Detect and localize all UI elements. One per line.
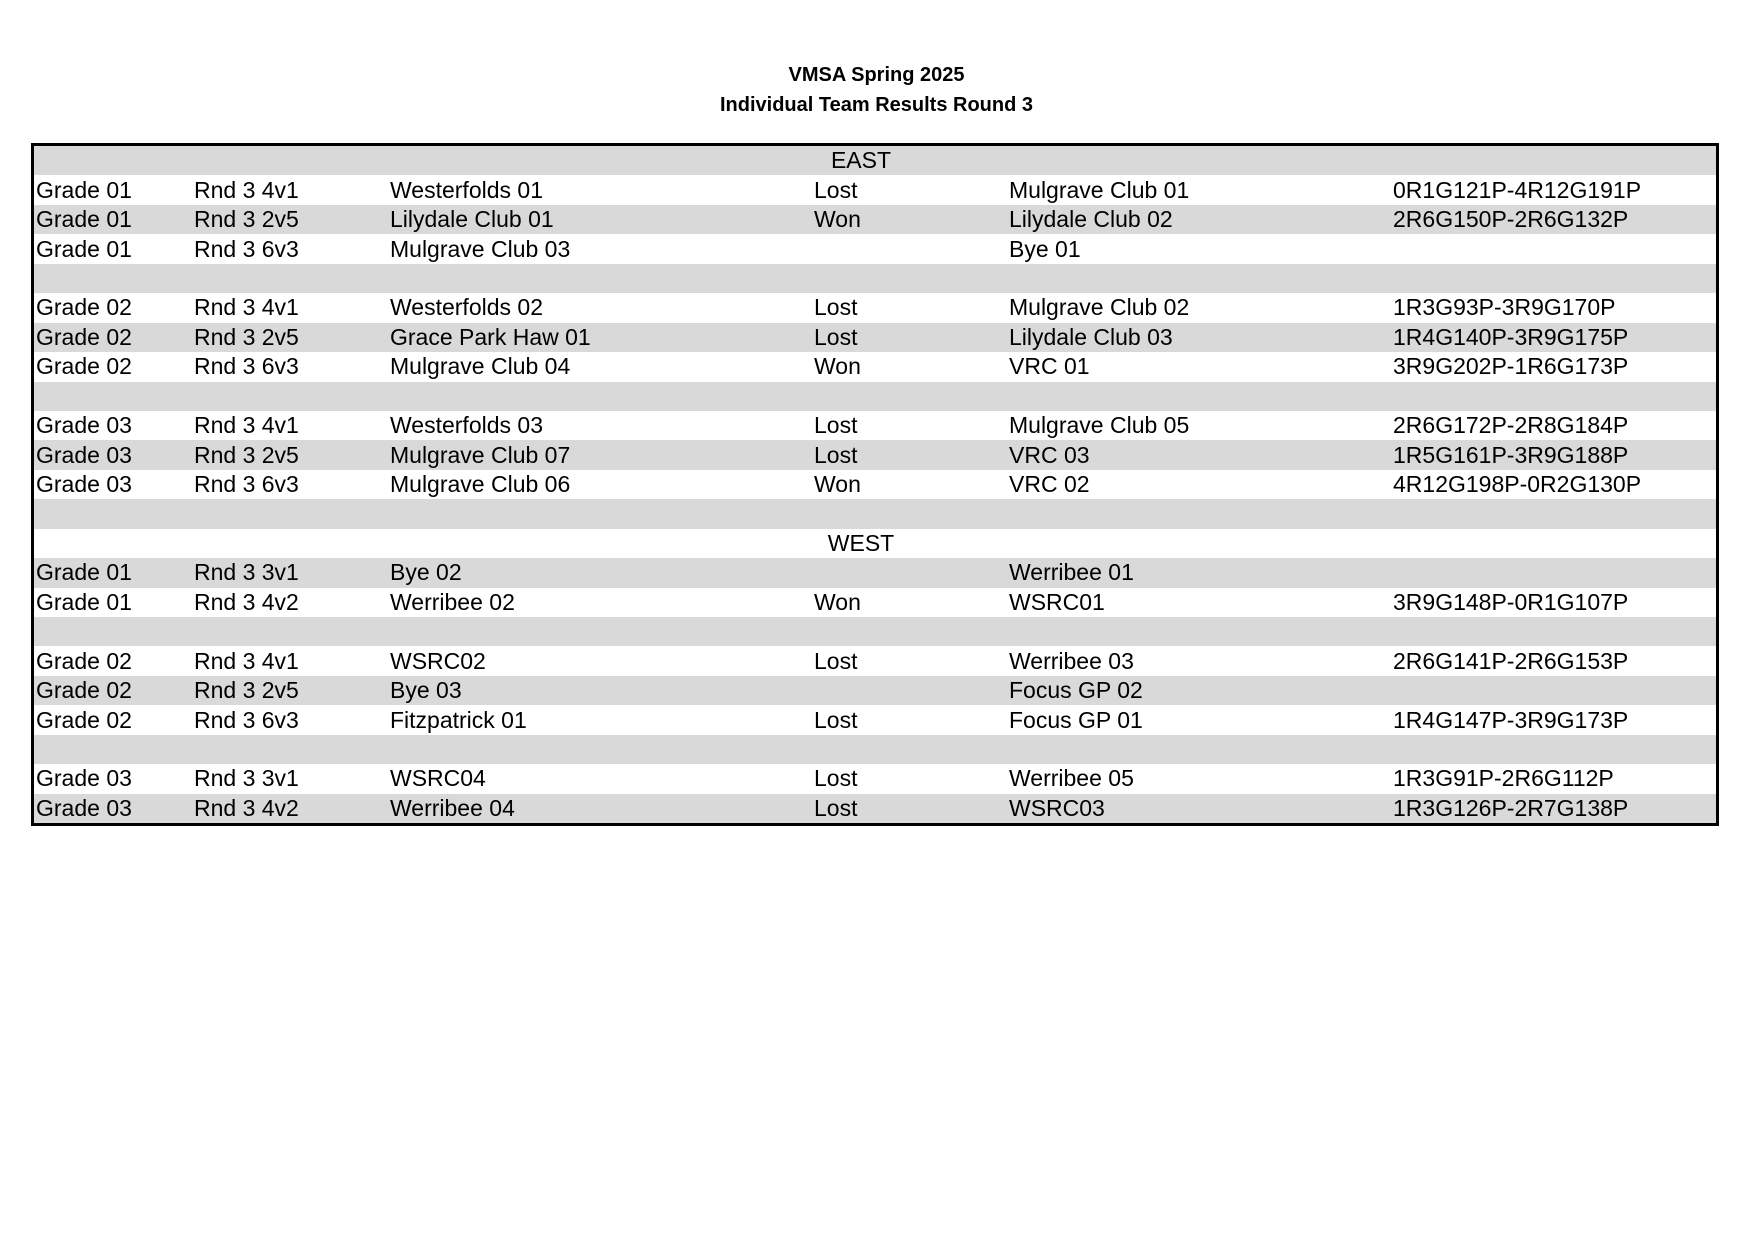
round-cell: Rnd 3 2v5 [194, 441, 299, 468]
spacer-row [34, 617, 1716, 646]
result-cell: Lost [814, 765, 858, 792]
round-cell: Rnd 3 6v3 [194, 706, 299, 733]
away-team-cell: Werribee 01 [1009, 559, 1134, 586]
grade-cell: Grade 03 [36, 412, 132, 439]
table-row [34, 646, 1716, 675]
results-table [31, 143, 1719, 826]
table-row [34, 323, 1716, 352]
result-cell: Lost [814, 176, 858, 203]
away-team-cell: WSRC01 [1009, 588, 1105, 615]
away-team-cell: Werribee 05 [1009, 765, 1134, 792]
result-cell: Lost [814, 647, 858, 674]
score-cell: 1R4G147P-3R9G173P [1393, 706, 1629, 733]
grade-cell: Grade 01 [36, 559, 132, 586]
region-label: EAST [830, 147, 892, 174]
home-team-cell: Mulgrave Club 07 [390, 441, 571, 468]
round-cell: Rnd 3 6v3 [194, 353, 299, 380]
round-cell: Rnd 3 2v5 [194, 206, 299, 233]
away-team-cell: Focus GP 01 [1009, 706, 1143, 733]
result-cell: Won [814, 471, 861, 498]
grade-cell: Grade 01 [36, 235, 132, 262]
table-row [34, 352, 1716, 381]
document-title [0, 60, 1753, 120]
result-cell: Lost [814, 412, 858, 439]
grade-cell: Grade 03 [36, 765, 132, 792]
away-team-cell: Mulgrave Club 05 [1009, 412, 1190, 439]
score-cell: 2R6G141P-2R6G153P [1393, 647, 1629, 674]
home-team-cell: Westerfolds 03 [390, 412, 543, 439]
score-cell: 2R6G172P-2R8G184P [1393, 412, 1629, 439]
spacer-row [34, 264, 1716, 293]
home-team-cell: Grace Park Haw 01 [390, 323, 591, 350]
home-team-cell: Mulgrave Club 04 [390, 353, 571, 380]
round-cell: Rnd 3 4v1 [194, 176, 299, 203]
home-team-cell: Lilydale Club 01 [390, 206, 554, 233]
score-cell: 3R9G202P-1R6G173P [1393, 353, 1629, 380]
round-cell: Rnd 3 4v1 [194, 294, 299, 321]
score-cell: 1R5G161P-3R9G188P [1393, 441, 1629, 468]
grade-cell: Grade 02 [36, 706, 132, 733]
grade-cell: Grade 02 [36, 323, 132, 350]
table-row [34, 440, 1716, 469]
grade-cell: Grade 02 [36, 294, 132, 321]
round-cell: Rnd 3 2v5 [194, 323, 299, 350]
away-team-cell: Werribee 03 [1009, 647, 1134, 674]
home-team-cell: Mulgrave Club 03 [390, 235, 571, 262]
region-header [34, 529, 1716, 558]
round-cell: Rnd 3 3v1 [194, 559, 299, 586]
region-header [34, 146, 1716, 175]
score-cell: 1R4G140P-3R9G175P [1393, 323, 1629, 350]
table-row [34, 205, 1716, 234]
away-team-cell: VRC 03 [1009, 441, 1090, 468]
home-team-cell: Werribee 02 [390, 588, 515, 615]
grade-cell: Grade 02 [36, 647, 132, 674]
table-row [34, 558, 1716, 587]
grade-cell: Grade 03 [36, 441, 132, 468]
table-row [34, 794, 1716, 823]
table-row [34, 175, 1716, 204]
away-team-cell: VRC 02 [1009, 471, 1090, 498]
home-team-cell: WSRC02 [390, 647, 486, 674]
table-row [34, 234, 1716, 263]
grade-cell: Grade 01 [36, 206, 132, 233]
table-row [34, 705, 1716, 734]
score-cell: 1R3G93P-3R9G170P [1393, 294, 1616, 321]
home-team-cell: Werribee 04 [390, 794, 515, 821]
round-cell: Rnd 3 6v3 [194, 235, 299, 262]
grade-cell: Grade 01 [36, 588, 132, 615]
table-row [34, 293, 1716, 322]
away-team-cell: VRC 01 [1009, 353, 1090, 380]
table-row [34, 470, 1716, 499]
result-cell: Won [814, 353, 861, 380]
region-label: WEST [827, 529, 895, 556]
table-row [34, 411, 1716, 440]
away-team-cell: WSRC03 [1009, 794, 1105, 821]
score-cell: 4R12G198P-0R2G130P [1393, 471, 1642, 498]
result-cell: Lost [814, 441, 858, 468]
spacer-row [34, 499, 1716, 528]
spacer-row [34, 382, 1716, 411]
score-cell: 3R9G148P-0R1G107P [1393, 588, 1629, 615]
result-cell: Lost [814, 706, 858, 733]
result-cell: Lost [814, 323, 858, 350]
score-cell: 0R1G121P-4R12G191P [1393, 176, 1642, 203]
score-cell: 1R3G91P-2R6G112P [1393, 765, 1614, 792]
table-row [34, 764, 1716, 793]
grade-cell: Grade 01 [36, 176, 132, 203]
result-cell: Won [814, 206, 861, 233]
away-team-cell: Mulgrave Club 02 [1009, 294, 1190, 321]
grade-cell: Grade 03 [36, 471, 132, 498]
grade-cell: Grade 03 [36, 794, 132, 821]
round-cell: Rnd 3 4v2 [194, 794, 299, 821]
away-team-cell: Mulgrave Club 01 [1009, 176, 1190, 203]
spacer-row [34, 735, 1716, 764]
grade-cell: Grade 02 [36, 353, 132, 380]
round-cell: Rnd 3 2v5 [194, 677, 299, 704]
home-team-cell: Bye 02 [390, 559, 462, 586]
score-cell: 1R3G126P-2R7G138P [1393, 794, 1629, 821]
home-team-cell: Westerfolds 02 [390, 294, 543, 321]
result-cell: Lost [814, 794, 858, 821]
title-line-1: VMSA Spring 2025 [788, 64, 965, 86]
home-team-cell: WSRC04 [390, 765, 486, 792]
round-cell: Rnd 3 4v2 [194, 588, 299, 615]
round-cell: Rnd 3 6v3 [194, 471, 299, 498]
round-cell: Rnd 3 4v1 [194, 412, 299, 439]
result-cell: Lost [814, 294, 858, 321]
home-team-cell: Fitzpatrick 01 [390, 706, 527, 733]
away-team-cell: Bye 01 [1009, 235, 1081, 262]
score-cell: 2R6G150P-2R6G132P [1393, 206, 1629, 233]
round-cell: Rnd 3 3v1 [194, 765, 299, 792]
result-cell: Won [814, 588, 861, 615]
away-team-cell: Lilydale Club 03 [1009, 323, 1173, 350]
home-team-cell: Mulgrave Club 06 [390, 471, 571, 498]
title-line-2: Individual Team Results Round 3 [719, 94, 1033, 116]
table-row [34, 588, 1716, 617]
away-team-cell: Focus GP 02 [1009, 677, 1143, 704]
table-row [34, 676, 1716, 705]
home-team-cell: Bye 03 [390, 677, 462, 704]
away-team-cell: Lilydale Club 02 [1009, 206, 1173, 233]
round-cell: Rnd 3 4v1 [194, 647, 299, 674]
grade-cell: Grade 02 [36, 677, 132, 704]
home-team-cell: Westerfolds 01 [390, 176, 543, 203]
